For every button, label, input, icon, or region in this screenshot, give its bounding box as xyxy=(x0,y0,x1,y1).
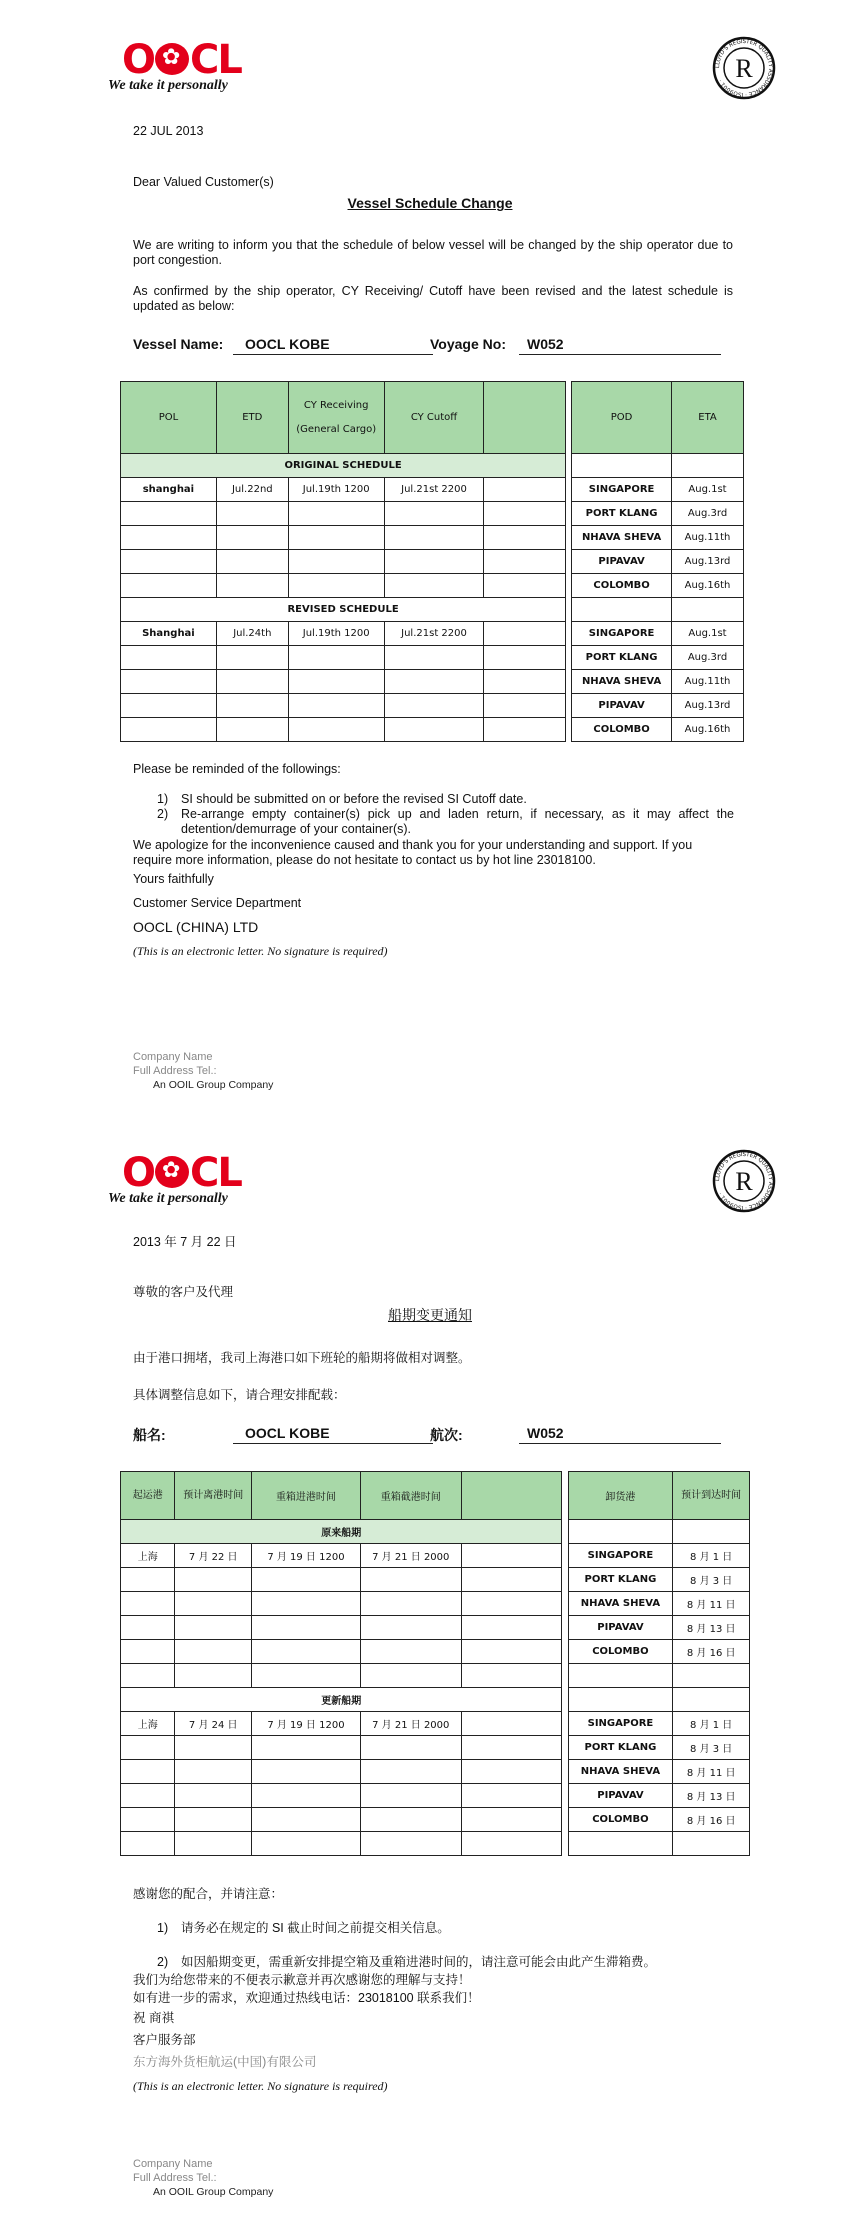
closing-yours: Yours faithfully xyxy=(133,872,214,886)
header-pol: 起运港 xyxy=(121,1472,175,1520)
letter-footer xyxy=(133,1050,273,1092)
footer-company-name: Company Name xyxy=(133,2158,213,2170)
pod-cell: NHAVA SHEVA xyxy=(568,1592,673,1616)
original-cy-receiving: Jul.19th 1200 xyxy=(288,478,384,502)
electronic-letter-note: (This is an electronic letter. No signature is required) xyxy=(133,2079,388,2093)
vessel-info-line xyxy=(133,1425,753,1445)
footer-address: Full Address Tel.: xyxy=(133,2172,217,2184)
pod-cell: PORT KLANG xyxy=(572,502,672,526)
revised-blank xyxy=(461,1712,562,1736)
apology-paragraph: We apologize for the inconvenience caused and thank you for your understanding and support. If you require more information, please do not hesitate to contact us by hot line 23018100. xyxy=(133,838,693,867)
eta-cell: Aug.1st xyxy=(672,478,744,502)
eta-cell: 8 月 3 日 xyxy=(673,1568,750,1592)
apology-line-2: 如有进一步的需求，欢迎通过热线电话：23018100 联系我们！ xyxy=(133,1991,480,2005)
footer-address: Full Address Tel.: xyxy=(133,1065,217,1077)
reminder-intro: 感谢您的配合，并请注意： xyxy=(133,1887,284,1901)
letter-date: 22 JUL 2013 xyxy=(133,124,204,138)
header-pod: 卸货港 xyxy=(568,1472,673,1520)
department-name: 客户服务部 xyxy=(133,2033,196,2047)
eta-cell: 8 月 13 日 xyxy=(673,1784,750,1808)
intro-paragraph: 由于港口拥堵，我司上海港口如下班轮的船期将做相对调整。 xyxy=(133,1351,471,1365)
pod-cell: COLOMBO xyxy=(568,1640,673,1664)
revised-cy-cutoff: 7 月 21 日 2000 xyxy=(360,1712,461,1736)
header-cy-receiving: CY Receiving (General Cargo) xyxy=(288,382,384,454)
vessel-label: Vessel Name: xyxy=(133,336,224,352)
eta-cell: 8 月 11 日 xyxy=(673,1592,750,1616)
vessel-value: OOCL KOBE xyxy=(233,1425,433,1444)
header-cy-receiving: 重箱进港时间 xyxy=(252,1472,361,1520)
header-eta: 预计到达时间 xyxy=(673,1472,750,1520)
revised-schedule-label: 更新船期 xyxy=(121,1688,562,1712)
chinese-letter-page xyxy=(0,1113,860,2226)
svg-text:R: R xyxy=(735,54,753,83)
letter-footer xyxy=(133,2157,273,2199)
oocl-logo xyxy=(108,38,268,98)
pod-cell: COLOMBO xyxy=(572,574,672,598)
update-paragraph: As confirmed by the ship operator, CY Receiving/ Cutoff have been revised and the latest schedule is updated as below: xyxy=(133,284,733,313)
letter-title: Vessel Schedule Change xyxy=(347,195,513,211)
vessel-info-line xyxy=(133,336,753,356)
pod-cell: PIPAVAV xyxy=(572,694,672,718)
original-etd: 7 月 22 日 xyxy=(175,1544,252,1568)
company-name: OOCL (CHINA) LTD xyxy=(133,919,259,935)
intro-paragraph: We are writing to inform you that the schedule of below vessel will be changed by the ship operator due to port congestion. xyxy=(133,238,733,267)
header-blank xyxy=(461,1472,562,1520)
revised-cy-receiving: 7 月 19 日 1200 xyxy=(252,1712,361,1736)
svg-text:LLOYD'S REGISTER QUALITY ASSUR: LLOYD'S REGISTER QUALITY ASSURANCE · ISO9001 · xyxy=(714,1151,774,1211)
schedule-table xyxy=(120,381,744,742)
pod-cell: SINGAPORE xyxy=(568,1712,673,1736)
company-name: 东方海外货柜航运(中国)有限公司 xyxy=(133,2055,317,2069)
revised-pol: Shanghai xyxy=(121,622,217,646)
original-pol: shanghai xyxy=(121,478,217,502)
eta-cell: 8 月 3 日 xyxy=(673,1736,750,1760)
original-cy-cutoff: 7 月 21 日 2000 xyxy=(360,1544,461,1568)
pod-cell: NHAVA SHEVA xyxy=(572,526,672,550)
reminder-item-2 xyxy=(157,1955,734,1970)
eta-cell: 8 月 1 日 xyxy=(673,1712,750,1736)
closing-yours: 祝 商祺 xyxy=(133,2011,174,2025)
reminder-item-1-number: 1) xyxy=(157,792,169,806)
header-pod: POD xyxy=(572,382,672,454)
voyage-value: W052 xyxy=(519,1425,721,1444)
pod-cell: PIPAVAV xyxy=(572,550,672,574)
pod-cell: PORT KLANG xyxy=(568,1568,673,1592)
pod-cell: SINGAPORE xyxy=(568,1544,673,1568)
eta-cell: Aug.3rd xyxy=(672,502,744,526)
letter-greeting: Dear Valued Customer(s) xyxy=(133,175,274,189)
pod-cell: SINGAPORE xyxy=(572,478,672,502)
original-cy-cutoff: Jul.21st 2200 xyxy=(384,478,484,502)
header-cy-cutoff: CY Cutoff xyxy=(384,382,484,454)
oocl-logo-word: O✿ CL xyxy=(122,38,241,82)
lloyds-register-seal-icon xyxy=(712,36,776,100)
original-schedule-label: ORIGINAL SCHEDULE xyxy=(121,454,566,478)
reminder-item-1-text: SI should be submitted on or before the revised SI Cutoff date. xyxy=(181,792,527,806)
svg-text:R: R xyxy=(735,1167,753,1196)
original-pol: 上海 xyxy=(121,1544,175,1568)
eta-cell: Aug.16th xyxy=(672,718,744,742)
brand-tagline: We take it personally xyxy=(108,1191,228,1206)
original-blank xyxy=(484,478,566,502)
lloyds-register-seal-icon xyxy=(712,1149,776,1213)
letter-greeting: 尊敬的客户及代理 xyxy=(133,1285,234,1299)
department-name: Customer Service Department xyxy=(133,896,302,910)
eta-cell: Aug.16th xyxy=(672,574,744,598)
schedule-table xyxy=(120,1471,750,1856)
header-etd: 预计离港时间 xyxy=(175,1472,252,1520)
pod-cell: NHAVA SHEVA xyxy=(572,670,672,694)
header-pol: POL xyxy=(121,382,217,454)
reminder-item-1-text: 请务必在规定的 SI 截止时间之前提交相关信息。 xyxy=(181,1921,450,1935)
oocl-logo xyxy=(108,1151,268,1211)
letter-title: 船期变更通知 xyxy=(388,1307,472,1323)
revised-etd: Jul.24th xyxy=(216,622,288,646)
apology-line-1: 我们为给您带来的不便表示歉意并再次感谢您的理解与支持！ xyxy=(133,1973,471,1987)
pod-cell: PORT KLANG xyxy=(568,1736,673,1760)
header-cy-cutoff: 重箱截港时间 xyxy=(360,1472,461,1520)
letter-date: 2013 年 7 月 22 日 xyxy=(133,1235,237,1249)
reminder-item-1 xyxy=(157,1921,734,1936)
revised-etd: 7 月 24 日 xyxy=(175,1712,252,1736)
revised-pol: 上海 xyxy=(121,1712,175,1736)
pod-cell: COLOMBO xyxy=(572,718,672,742)
header-eta: ETA xyxy=(672,382,744,454)
original-etd: Jul.22nd xyxy=(216,478,288,502)
eta-cell: 8 月 13 日 xyxy=(673,1616,750,1640)
pod-cell: PIPAVAV xyxy=(568,1616,673,1640)
reminder-item-2-text: 如因船期变更，需重新安排提空箱及重箱进港时间的，请注意可能会由此产生滞箱费。 xyxy=(181,1955,657,1969)
electronic-letter-note: (This is an electronic letter. No signature is required) xyxy=(133,944,388,958)
revised-blank xyxy=(484,622,566,646)
pod-cell: COLOMBO xyxy=(568,1808,673,1832)
footer-group: An OOIL Group Company xyxy=(153,2186,274,2198)
header-blank xyxy=(484,382,566,454)
eta-cell: 8 月 16 日 xyxy=(673,1640,750,1664)
logo-flower-icon xyxy=(155,1156,189,1188)
eta-cell: Aug.11th xyxy=(672,526,744,550)
eta-cell: 8 月 16 日 xyxy=(673,1808,750,1832)
eta-cell: Aug.11th xyxy=(672,670,744,694)
vessel-value: OOCL KOBE xyxy=(233,336,433,355)
pod-cell: PORT KLANG xyxy=(572,646,672,670)
voyage-label: Voyage No: xyxy=(430,336,506,352)
revised-cy-receiving: Jul.19th 1200 xyxy=(288,622,384,646)
footer-company-name: Company Name xyxy=(133,1051,213,1063)
eta-cell: Aug.3rd xyxy=(672,646,744,670)
original-schedule-label: 原来船期 xyxy=(121,1520,562,1544)
reminder-item-2-text: Re-arrange empty container(s) pick up and laden return, if necessary, as it may affect the detention/demurrage of your container(s). xyxy=(181,807,734,836)
original-cy-receiving: 7 月 19 日 1200 xyxy=(252,1544,361,1568)
footer-group: An OOIL Group Company xyxy=(153,1079,274,1091)
pod-cell: SINGAPORE xyxy=(572,622,672,646)
eta-cell: Aug.1st xyxy=(672,622,744,646)
revised-cy-cutoff: Jul.21st 2200 xyxy=(384,622,484,646)
reminder-item-2-number: 2) xyxy=(157,1955,169,1969)
original-blank xyxy=(461,1544,562,1568)
oocl-logo-word: O✿ CL xyxy=(122,1151,241,1195)
update-paragraph: 具体调整信息如下，请合理安排配载： xyxy=(133,1388,346,1402)
voyage-label: 航次: xyxy=(430,1427,463,1443)
vessel-label: 船名: xyxy=(133,1427,166,1443)
svg-text:LLOYD'S REGISTER QUALITY ASSUR: LLOYD'S REGISTER QUALITY ASSURANCE · ISO9001 · xyxy=(714,38,774,98)
eta-cell: 8 月 1 日 xyxy=(673,1544,750,1568)
reminder-item-1-number: 1) xyxy=(157,1921,169,1935)
eta-cell: Aug.13rd xyxy=(672,550,744,574)
reminder-item-2 xyxy=(157,807,734,837)
logo-flower-icon xyxy=(155,43,189,75)
reminder-item-2-number: 2) xyxy=(157,807,169,821)
reminder-item-1 xyxy=(157,792,734,807)
voyage-value: W052 xyxy=(519,336,721,355)
pod-cell: NHAVA SHEVA xyxy=(568,1760,673,1784)
header-etd: ETD xyxy=(216,382,288,454)
reminder-intro: Please be reminded of the followings: xyxy=(133,762,341,776)
revised-schedule-label: REVISED SCHEDULE xyxy=(121,598,566,622)
brand-tagline: We take it personally xyxy=(108,78,228,93)
eta-cell: Aug.13rd xyxy=(672,694,744,718)
pod-cell: PIPAVAV xyxy=(568,1784,673,1808)
eta-cell: 8 月 11 日 xyxy=(673,1760,750,1784)
